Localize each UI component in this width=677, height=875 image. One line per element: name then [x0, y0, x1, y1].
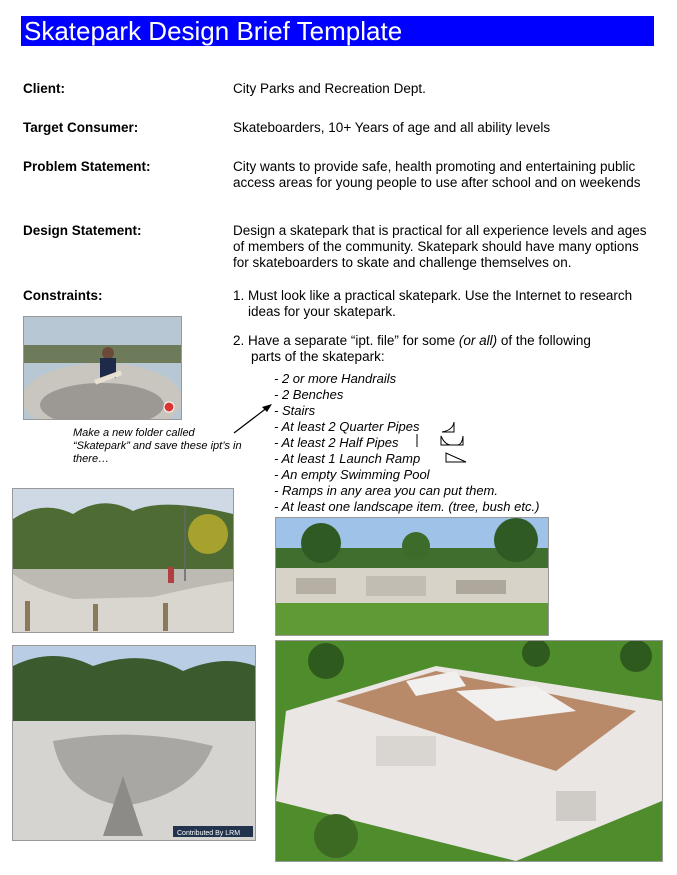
client-label: Client: — [23, 81, 65, 96]
constraint-2-text-a: 2. Have a separate “ipt. file” for some — [233, 333, 459, 348]
list-item: - At least 2 Half Pipes — [274, 435, 399, 450]
skater-bowl-photo — [23, 316, 182, 420]
half-pipe-icon — [415, 432, 465, 448]
list-item: - Stairs — [274, 403, 316, 418]
lawn-park-photo — [275, 517, 549, 636]
list-item: - 2 or more Handrails — [274, 371, 397, 386]
list-item: - At least 2 Quarter Pipes — [274, 419, 420, 434]
target-consumer-label: Target Consumer: — [23, 120, 139, 135]
list-item: - An empty Swimming Pool — [274, 467, 430, 482]
design-statement-value: Design a skatepark that is practical for all experience levels and ages of members of the community. Skatepark should have many options for skateboarders to skate and challenge themselves on. — [233, 223, 647, 270]
list-item: - Ramps in any area you can put them. — [274, 483, 499, 498]
photo-credit: Contributed By LRM — [177, 830, 241, 837]
constraint-1-line-1: 1. Must look like a practical skatepark. Use the Internet to research — [233, 288, 633, 303]
launch-ramp-icon — [444, 450, 468, 464]
concrete-park-photo — [12, 488, 234, 633]
design-statement-label: Design Statement: — [23, 223, 142, 238]
page-title: Skatepark Design Brief Template — [24, 16, 403, 46]
target-consumer-value: Skateboarders, 10+ Years of age and all ability levels — [233, 120, 551, 135]
title-bar — [21, 16, 654, 46]
constraints-label: Constraints: — [23, 288, 103, 303]
client-value: City Parks and Recreation Dept. — [233, 81, 426, 96]
folder-note: Make a new folder called “Skatepark” and save these ipt’s in there… — [73, 427, 242, 465]
list-item: - 2 Benches — [274, 387, 344, 402]
problem-statement-label: Problem Statement: — [23, 159, 151, 174]
list-item: - At least one landscape item. (tree, bush etc.) — [274, 499, 540, 514]
problem-statement-value: City wants to provide safe, health promoting and entertaining public access areas for young people to use after school and on weekends — [233, 159, 641, 190]
constraint-2-text-b: (or all) — [458, 333, 498, 348]
constraint-1-line-2: ideas for your skatepark. — [248, 304, 396, 319]
constraint-2-line-2: parts of the skatepark: — [251, 349, 385, 364]
constraint-2-text-c: of the following — [497, 333, 591, 348]
skatepark-model-render — [275, 640, 663, 862]
list-item: - At least 1 Launch Ramp — [274, 451, 421, 466]
constraint-2-line-1 — [233, 333, 591, 349]
concrete-bowl-photo — [12, 645, 256, 841]
